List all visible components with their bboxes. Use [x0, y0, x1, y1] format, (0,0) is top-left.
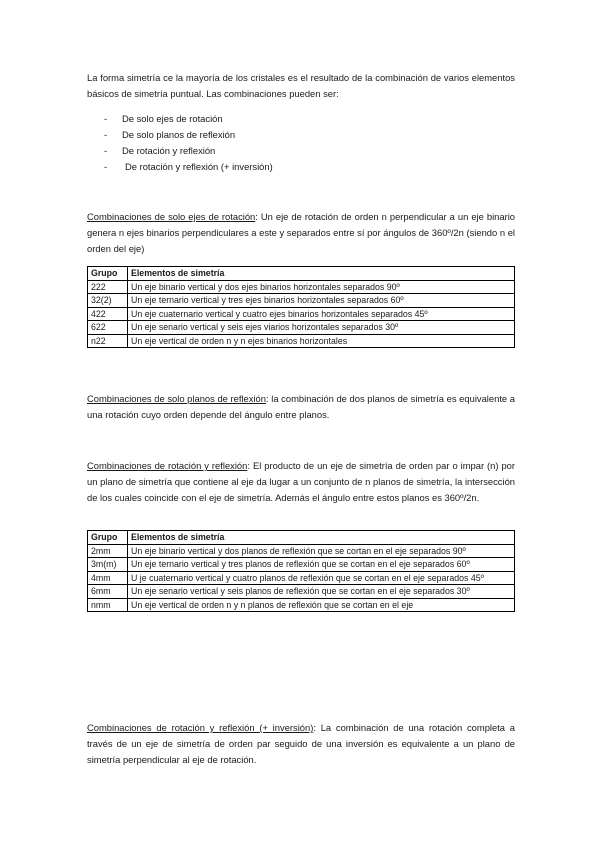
- table-cell: 622: [88, 321, 128, 335]
- table-cell: Un eje cuaternario vertical y cuatro ejes binarios horizontales separados 45º: [128, 307, 515, 321]
- section-heading: Combinaciones de rotación y reflexión: [87, 460, 248, 471]
- table-cell: 4mm: [88, 571, 128, 585]
- table-header-row: [88, 531, 515, 545]
- column-header: Elementos de simetría: [128, 267, 515, 281]
- section-reflection-planes: [87, 391, 515, 423]
- table-row: [88, 280, 515, 294]
- list-item: - De rotación y reflexión (+ inversión): [104, 159, 273, 175]
- section-text: : la combinación de dos planos de simetría es equivalente a una rotación cuyo orden depende del ángulo entre planos.: [87, 393, 516, 420]
- column-header: Elementos de simetría: [128, 531, 515, 545]
- section-rotation-reflection: [87, 458, 515, 506]
- table-cell: 222: [88, 280, 128, 294]
- combination-list: [104, 111, 273, 175]
- table-row: [88, 598, 515, 612]
- table-cell: Un eje ternario vertical y tres planos de reflexión que se cortan en el eje separados 60º: [128, 558, 515, 572]
- table-cell: 6mm: [88, 585, 128, 599]
- section-heading: Combinaciones de solo planos de reflexión: [87, 393, 266, 404]
- section-rotation-axes: [87, 209, 515, 257]
- rotation-axes-table: [87, 266, 515, 348]
- table-cell: U je cuaternario vertical y cuatro planos de reflexión que se cortan en el eje separados 45º: [128, 571, 515, 585]
- table-header-row: [88, 267, 515, 281]
- table-row: [88, 334, 515, 348]
- table-cell: 32(2): [88, 294, 128, 308]
- list-item: - De rotación y reflexión: [104, 143, 273, 159]
- section-text: : Un eje de rotación de orden n perpendicular a un eje binario genera n ejes binarios perpendiculares a este y separados entre sí por ángulos de 360º/2n (siendo n el orden del eje): [87, 211, 515, 254]
- table-row: [88, 571, 515, 585]
- section-text: : El producto de un eje de simetría de orden par o impar (n) por un plano de simetría que contiene al eje da lugar a un conjunto de n planos de simetría, la intersección de los cuales coincide con el eje de simetría. Además el ángulo entre estos planos es 360º/2n.: [87, 460, 515, 503]
- table-cell: 422: [88, 307, 128, 321]
- table-cell: Un eje binario vertical y dos planos de reflexión que se cortan en el eje separados 90º: [128, 544, 515, 558]
- column-header: Grupo: [88, 267, 128, 281]
- table-cell: n22: [88, 334, 128, 348]
- table-cell: Un eje senario vertical y seis planos de reflexión que se cortan en el eje separados 30º: [128, 585, 515, 599]
- table-cell: nmm: [88, 598, 128, 612]
- table-row: [88, 558, 515, 572]
- table-row: [88, 544, 515, 558]
- table-row: [88, 321, 515, 335]
- table-cell: 2mm: [88, 544, 128, 558]
- table-cell: Un eje vertical de orden n y n ejes binarios horizontales: [128, 334, 515, 348]
- table-row: [88, 585, 515, 599]
- table-cell: Un eje ternario vertical y tres ejes binarios horizontales separados 60º: [128, 294, 515, 308]
- table-cell: Un eje vertical de orden n y n planos de reflexión que se cortan en el eje: [128, 598, 515, 612]
- list-item: - De solo ejes de rotación: [104, 111, 273, 127]
- rotation-reflection-table: [87, 530, 515, 612]
- table-cell: 3m(m): [88, 558, 128, 572]
- table-row: [88, 307, 515, 321]
- section-rotation-reflection-inversion: [87, 720, 515, 768]
- section-heading: Combinaciones de rotación y reflexión (+ inversión): [87, 722, 314, 733]
- column-header: Grupo: [88, 531, 128, 545]
- table-cell: Un eje senario vertical y seis ejes viarios horizontales separados 30º: [128, 321, 515, 335]
- section-heading: Combinaciones de solo ejes de rotación: [87, 211, 256, 222]
- section-text: : La combinación de una rotación completa a través de un eje de simetría de orden par seguido de una inversión es equivalente a un plano de simetría perpendicular al eje de rotación.: [87, 722, 515, 765]
- intro-paragraph: La forma simetría ce la mayoría de los cristales es el resultado de la combinación de varios elementos básicos de simetría puntual. Las combinaciones pueden ser:: [87, 72, 515, 99]
- table-cell: Un eje binario vertical y dos ejes binarios horizontales separados 90º: [128, 280, 515, 294]
- list-item: - De solo planos de reflexión: [104, 127, 273, 143]
- table-row: [88, 294, 515, 308]
